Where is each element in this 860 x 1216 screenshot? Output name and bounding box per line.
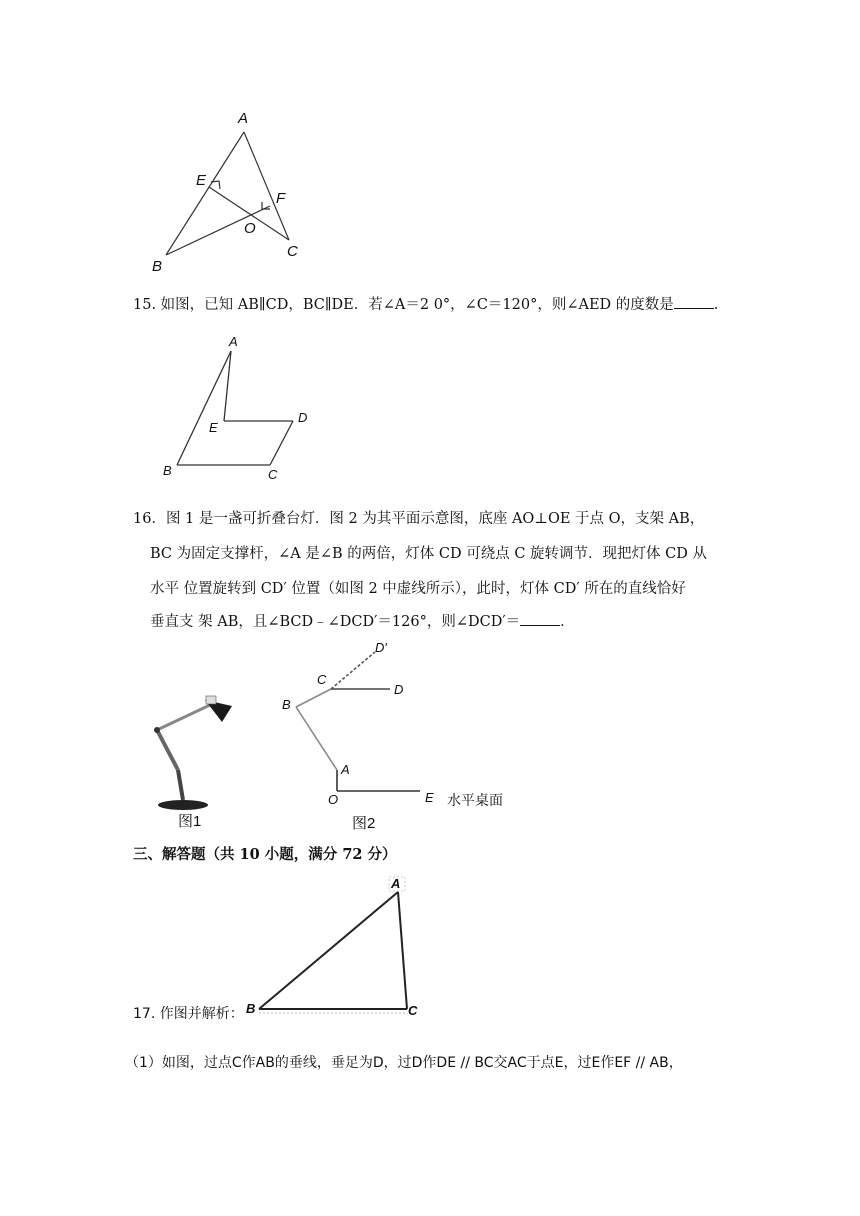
point-label-b: B bbox=[163, 463, 172, 478]
segment-ac bbox=[398, 892, 407, 1009]
point-label-c: C bbox=[317, 672, 327, 687]
point-label-e: E bbox=[425, 790, 434, 805]
question-16-line-4-text: 垂直支 架 AB，且∠BCD﹣∠DCD′＝126°，则∠DCD′＝ bbox=[150, 614, 521, 630]
point-label-c: C bbox=[287, 243, 298, 260]
point-label-b: B bbox=[282, 697, 291, 712]
question-17-label: 17. 作图并解析： bbox=[133, 1006, 244, 1022]
point-label-o: O bbox=[244, 220, 256, 237]
point-label-o: O bbox=[328, 792, 339, 807]
point-label-a: A bbox=[238, 110, 249, 127]
point-label-e: E bbox=[209, 420, 218, 435]
question-16-line-1: 16．图 1 是一盏可折叠台灯．图 2 为其平面示意图，底座 AO⊥OE 于点 O，支架 AB， bbox=[133, 511, 705, 527]
question-17-part-1: （1）如图，过点C作AB的垂线，垂足为D，过D作DE // BC交AC于点E，过E作EF // AB， bbox=[125, 1055, 683, 1071]
section-3-title: 三、解答题（共 10 小题，满分 72 分） bbox=[133, 846, 397, 863]
segment-ab bbox=[259, 892, 398, 1009]
point-label-a: A bbox=[341, 762, 350, 777]
point-label-d: D bbox=[394, 682, 404, 697]
question-16-line-2: BC 为固定支撑杆，∠A 是∠B 的两倍，灯体 CD 可绕点 C 旋转调节．现把灯体 CD 从 bbox=[150, 546, 707, 562]
point-label-a: A bbox=[391, 876, 401, 891]
figure-2-caption: 图2 bbox=[352, 815, 376, 832]
point-label-c: C bbox=[268, 467, 278, 482]
point-label-d: D bbox=[298, 410, 308, 425]
point-label-c: C bbox=[408, 1003, 418, 1018]
figure-1-caption: 图1 bbox=[178, 813, 202, 830]
point-label-b: B bbox=[152, 258, 163, 275]
desk-label: 水平桌面 bbox=[447, 792, 503, 808]
question-16-line-3: 水平 位置旋转到 CD′ 位置（如图 2 中虚线所示），此时，灯体 CD′ 所在的直线恰好 bbox=[150, 581, 686, 597]
question-15-text: 15. 如图，已知 AB∥CD，BC∥DE．若∠A＝2 0°，∠C＝120°，则∠AED 的度数是 bbox=[133, 297, 674, 313]
point-label-e: E bbox=[196, 172, 207, 189]
point-label-f: F bbox=[276, 190, 286, 207]
point-label-d-prime: D′ bbox=[375, 640, 387, 655]
point-label-b: B bbox=[246, 1001, 256, 1016]
point-label-a: A bbox=[229, 334, 238, 349]
question-15-end: ． bbox=[713, 297, 729, 313]
question-16-end: ． bbox=[560, 614, 575, 630]
